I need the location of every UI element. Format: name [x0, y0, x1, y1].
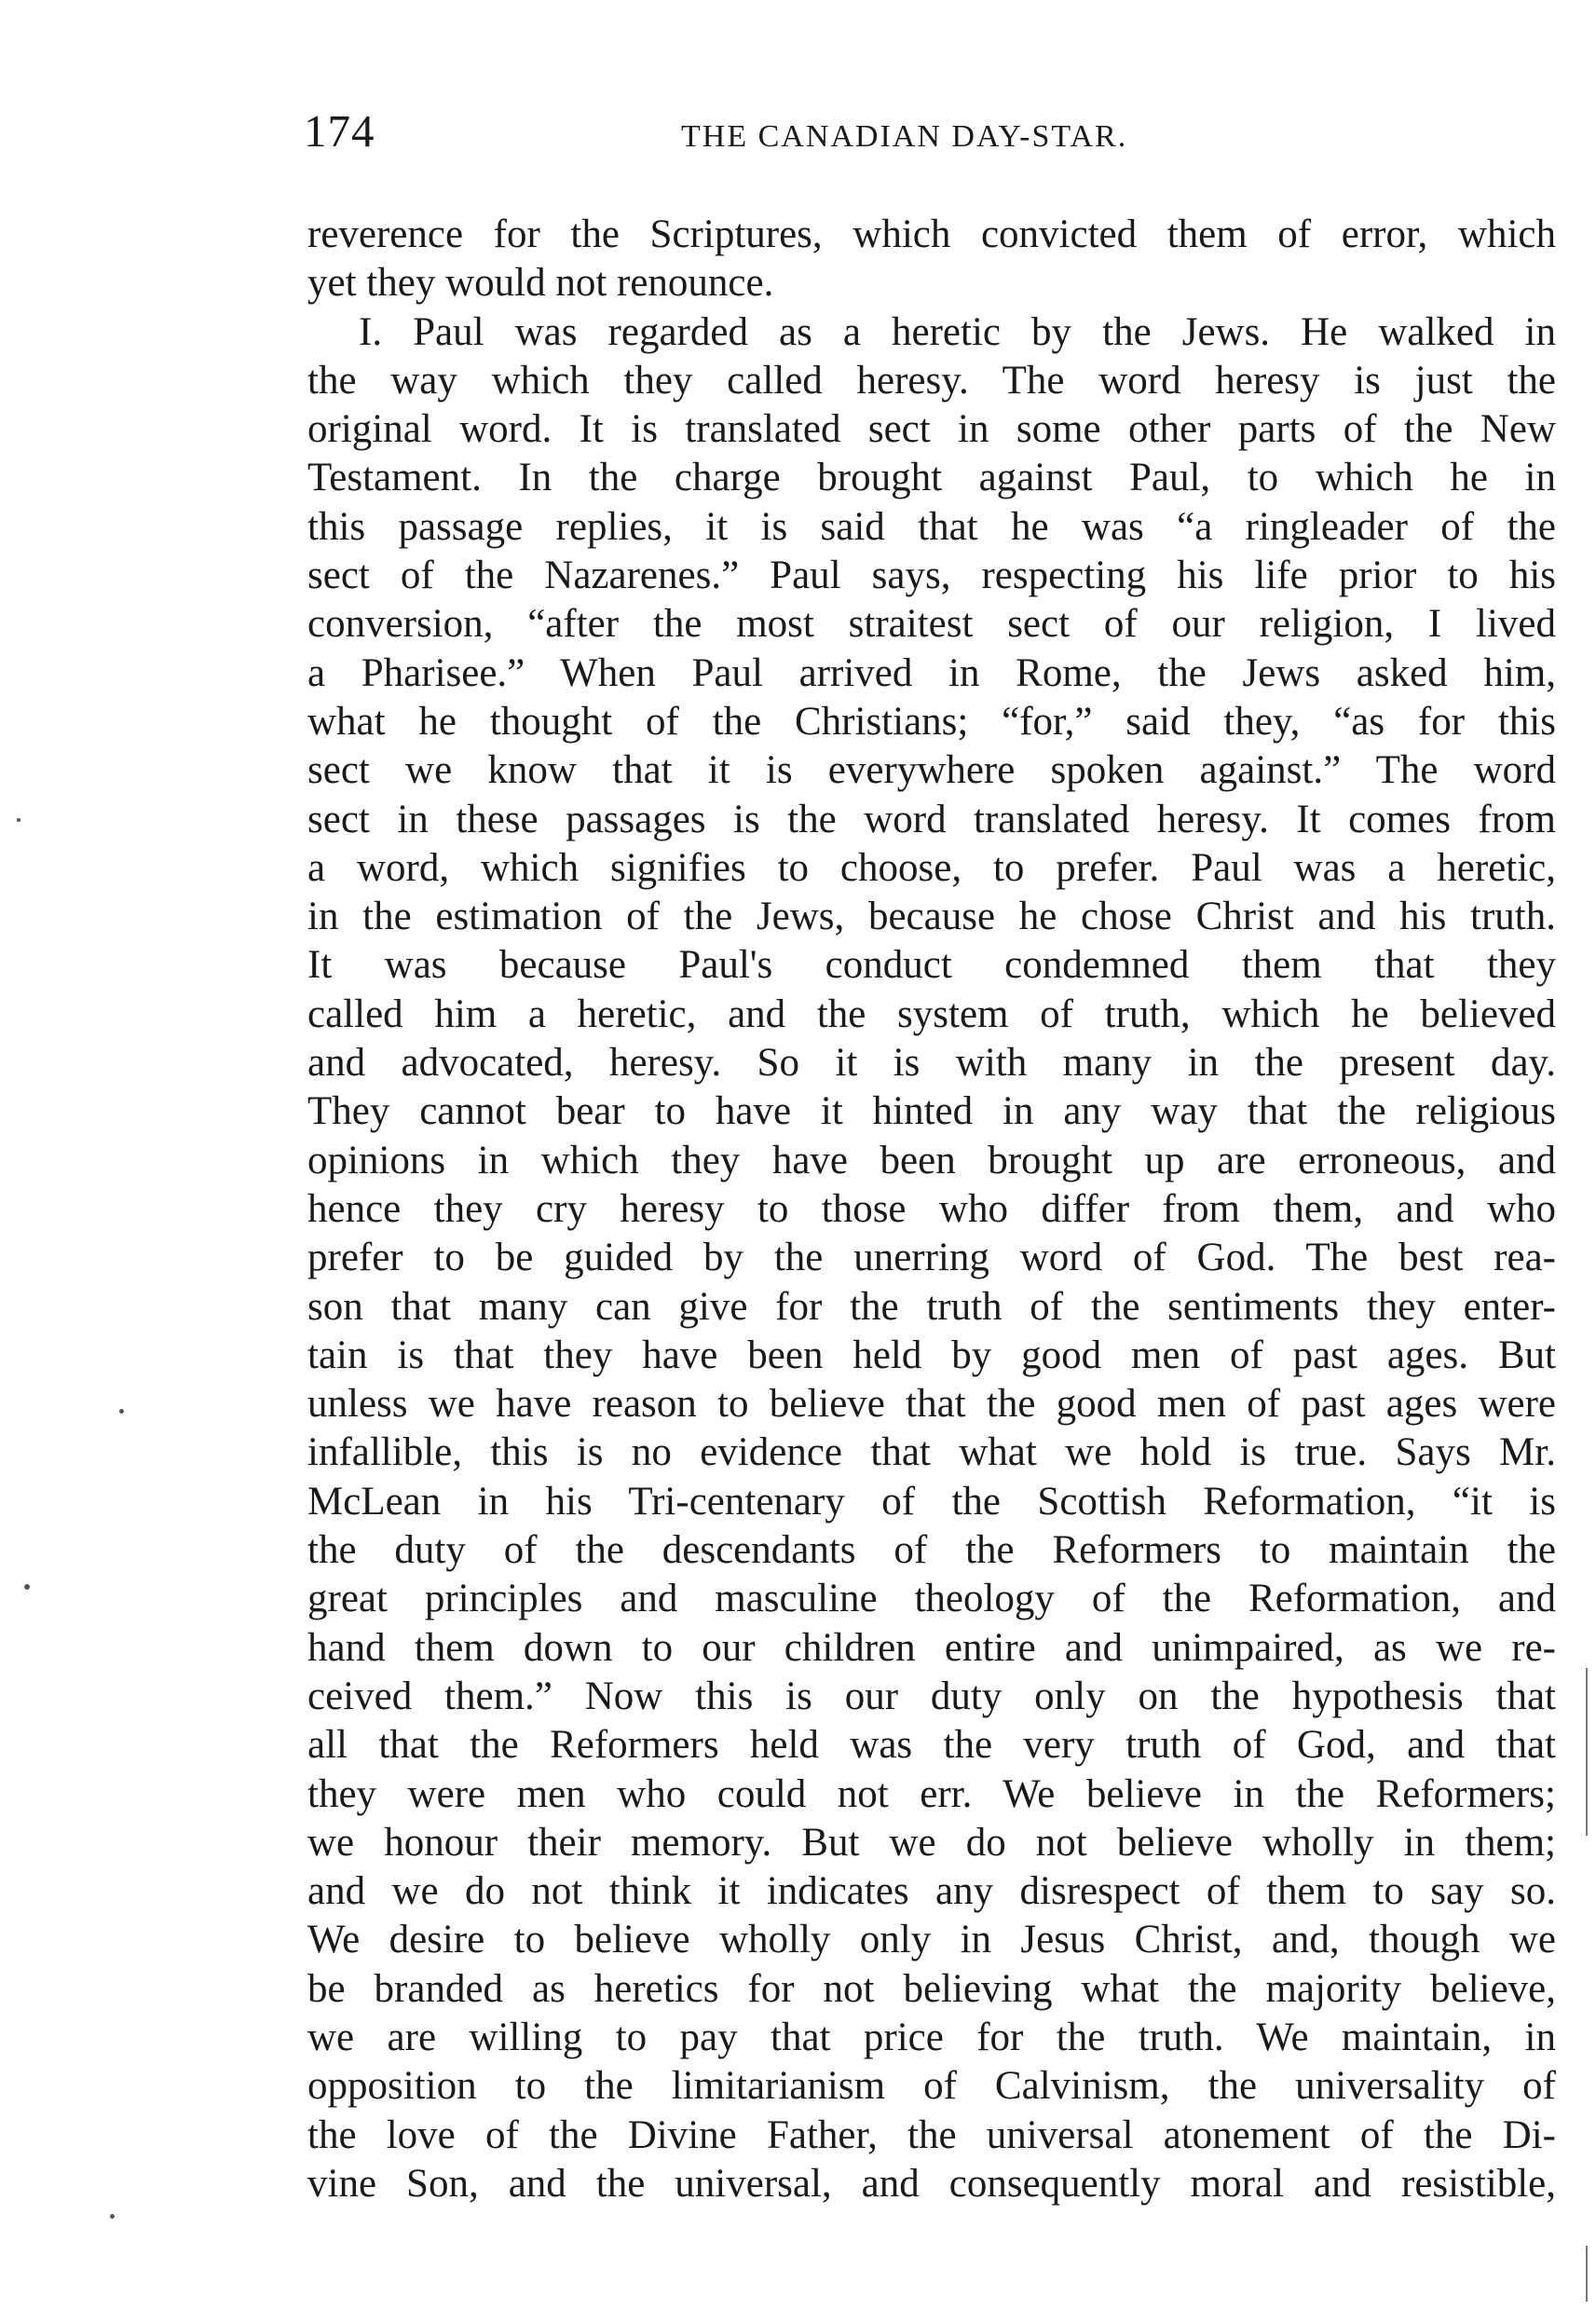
text-line: sect of the Nazarenes.” Paul says, respecting his life prior to his	[307, 554, 1556, 598]
text-line: reverence for the Scriptures, which convicted them of error, which	[307, 212, 1556, 256]
text-line: what he thought of the Christians; “for,” said they, “as for this	[307, 699, 1556, 744]
page-number: 174	[304, 105, 375, 157]
text-line: yet they would not renounce.	[307, 261, 774, 306]
page-header	[304, 104, 1235, 170]
scan-speck	[110, 2214, 115, 2219]
text-line: conversion, “after the most straitest sect of our religion, I lived	[307, 602, 1556, 647]
text-line: and we do not think it indicates any disrespect of them to say so.	[307, 1869, 1556, 1914]
text-line: we honour their memory. But we do not believe wholly in them;	[307, 1820, 1556, 1865]
text-line: they were men who could not err. We believe in the Reformers;	[307, 1771, 1556, 1816]
body-text	[307, 211, 1556, 2208]
text-line: all that the Reformers held was the very truth of God, and that	[307, 1723, 1556, 1768]
text-line: a Pharisee.” When Paul arrived in Rome, the Jews asked him,	[307, 650, 1556, 695]
text-line: in the estimation of the Jews, because he chose Christ and his truth.	[307, 895, 1556, 939]
text-line: a word, which signifies to choose, to prefer. Paul was a heretic,	[307, 845, 1556, 890]
text-line: hence they cry heresy to those who differ from them, and who	[307, 1186, 1556, 1231]
text-line: be branded as heretics for not believing what the majority believe,	[307, 1966, 1556, 2011]
text-line: great principles and masculine theology of the Reformation, and	[307, 1577, 1556, 1621]
text-line: infallible, this is no evidence that what we hold is true. Says Mr.	[307, 1430, 1556, 1475]
text-line: sect we know that it is everywhere spoken against.” The word	[307, 748, 1556, 793]
text-line: McLean in his Tri-centenary of the Scottish Reformation, “it is	[307, 1479, 1556, 1524]
text-line: We desire to believe wholly only in Jesus Christ, and, though we	[307, 1918, 1556, 1962]
text-line: prefer to be guided by the unerring word of God. The best rea-	[307, 1236, 1556, 1280]
text-line: original word. It is translated sect in some other parts of the New	[307, 407, 1556, 452]
text-line: unless we have reason to believe that the good men of past ages were	[307, 1382, 1556, 1427]
scan-edge-line	[1586, 2246, 1588, 2302]
scan-speck	[119, 1409, 124, 1414]
text-line: son that many can give for the truth of the sentiments they enter-	[307, 1284, 1556, 1329]
text-line: this passage replies, it is said that he was “a ringleader of the	[307, 504, 1556, 549]
scan-speck	[24, 1584, 30, 1590]
text-line: we are willing to pay that price for the truth. We maintain, in	[307, 2015, 1556, 2059]
text-line: It was because Paul's conduct condemned them that they	[307, 943, 1556, 988]
text-line: the duty of the descendants of the Reformers to maintain the	[307, 1528, 1556, 1573]
text-line: vine Son, and the universal, and consequently moral and resistible,	[307, 2161, 1556, 2206]
text-line: sect in these passages is the word translated heresy. It comes from	[307, 797, 1556, 841]
text-line: the way which they called heresy. The word heresy is just the	[307, 358, 1556, 403]
text-line: Testament. In the charge brought against Paul, to which he in	[307, 456, 1556, 500]
text-line: and advocated, heresy. So it is with many in the present day.	[307, 1041, 1556, 1086]
text-line: hand them down to our children entire and unimpaired, as we re-	[307, 1625, 1556, 1670]
text-line: They cannot bear to have it hinted in any way that the religious	[307, 1089, 1556, 1134]
text-line: called him a heretic, and the system of truth, which he believed	[307, 991, 1556, 1036]
running-head: THE CANADIAN DAY-STAR.	[681, 119, 1128, 154]
scan-speck	[17, 818, 20, 822]
text-line: the love of the Divine Father, the universal atonement of the Di-	[307, 2112, 1556, 2157]
text-line: I. Paul was regarded as a heretic by the Jews. He walked in	[359, 309, 1556, 354]
text-line: ceived them.” Now this is our duty only on the hypothesis that	[307, 1674, 1556, 1718]
text-line: tain is that they have been held by good men of past ages. But	[307, 1333, 1556, 1377]
text-line: opinions in which they have been brought up are erroneous, and	[307, 1138, 1556, 1182]
scan-edge-line	[1586, 1668, 1588, 1836]
text-line: opposition to the limitarianism of Calvinism, the universality of	[307, 2064, 1556, 2109]
